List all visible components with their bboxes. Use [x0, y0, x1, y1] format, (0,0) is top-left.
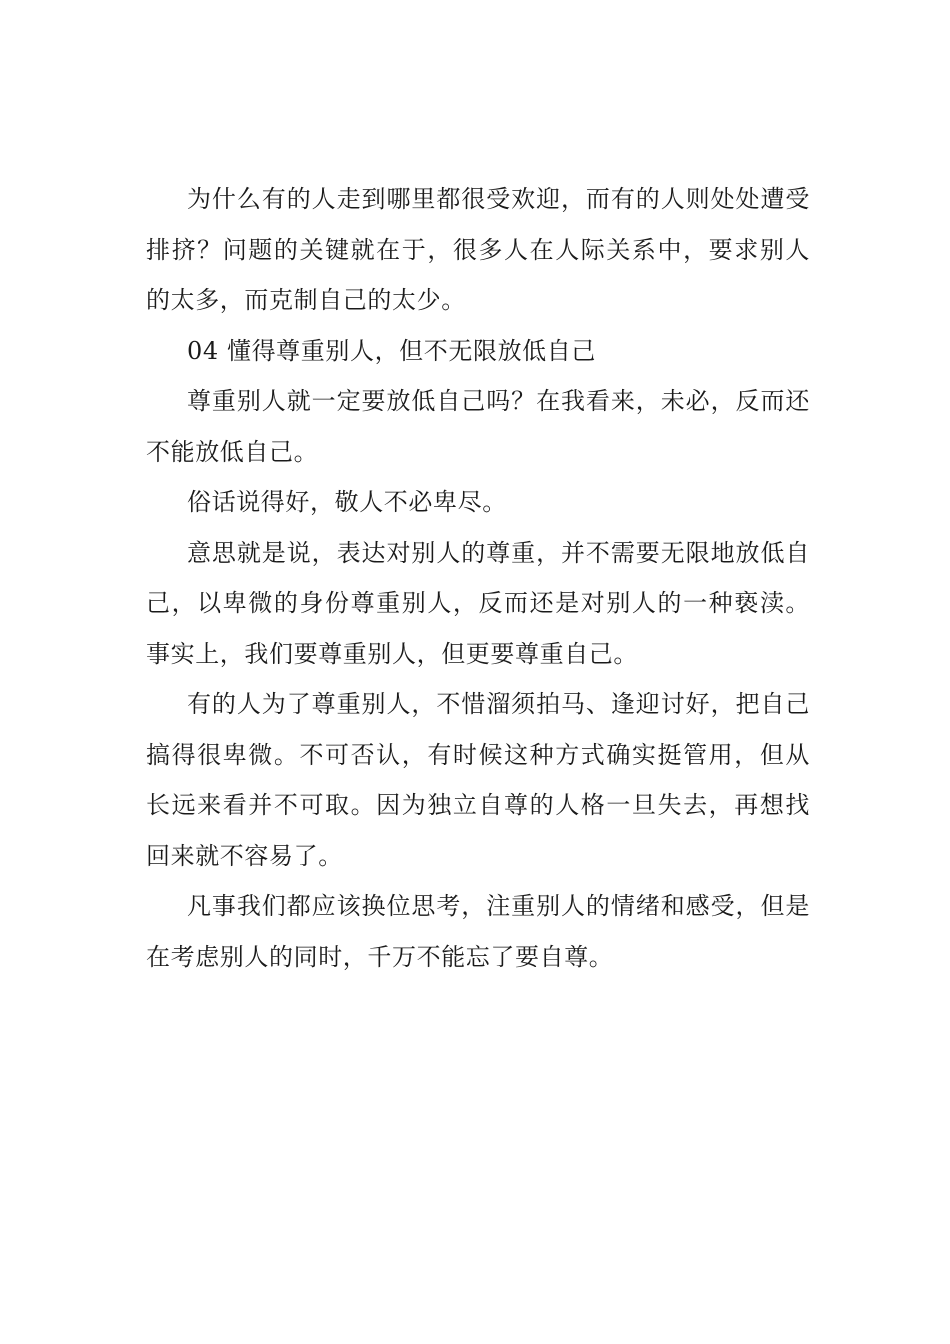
paragraph-intro: 为什么有的人走到哪里都很受欢迎，而有的人则处处遭受排挤？问题的关键就在于，很多人在人际关系中，要求别人的太多，而克制自己的太少。: [146, 185, 810, 314]
paragraph-question: 尊重别人就一定要放低自己吗？在我看来，未必，反而还不能放低自己。: [146, 387, 810, 466]
document-body: [146, 174, 810, 982]
paragraph-example: 有的人为了尊重别人，不惜溜须拍马、逢迎讨好，把自己搞得很卑微。不可否认，有时候这种方式确实挺管用，但从长远来看并不可取。因为独立自尊的人格一旦失去，再想找回来就不容易了。: [146, 690, 810, 870]
section-heading: 04 懂得尊重别人，但不无限放低自己: [187, 336, 596, 365]
paragraph-meaning: 意思就是说，表达对别人的尊重，并不需要无限地放低自己，以卑微的身份尊重别人，反而还是对别人的一种亵渎。事实上，我们要尊重别人，但更要尊重自己。: [146, 538, 810, 668]
paragraph-proverb: 俗话说得好，敬人不必卑尽。: [187, 488, 507, 516]
paragraph-conclusion: 凡事我们都应该换位思考，注重别人的情绪和感受，但是在考虑别人的同时，千万不能忘了要自尊。: [146, 892, 810, 971]
